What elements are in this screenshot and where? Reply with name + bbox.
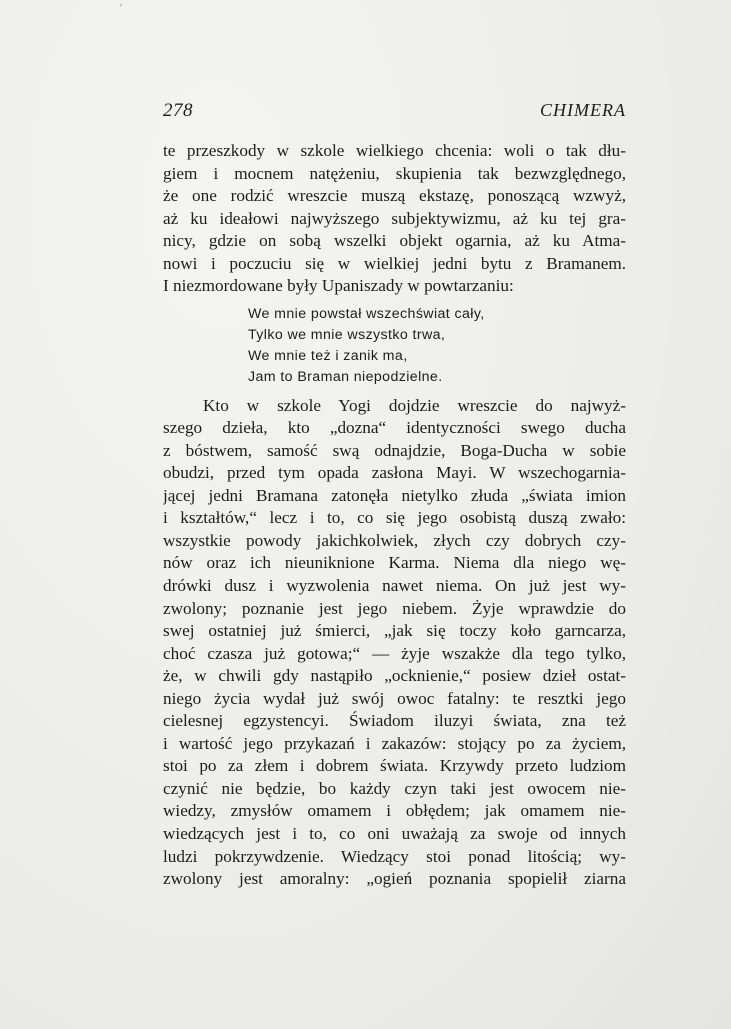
verse-line: Jam to Braman niepodzielne.: [248, 369, 443, 386]
text-line: obudzi, przed tym opada zasłona Mayi. W wszechogarnia-: [163, 463, 626, 483]
text-line: wszystkie powody jakichkolwiek, złych czy dobrych czy-: [163, 530, 626, 550]
text-line: ludzi pokrzywdzenie. Wiedzący stoi ponad litością; wy-: [163, 846, 626, 866]
text-line: swej ostatniej już śmierci, „jak się toczy koło garncarza,: [163, 621, 626, 641]
text-line: te przeszkody w szkole wielkiego chcenia: woli o tak dłu-: [163, 141, 626, 160]
page-header: [163, 100, 626, 126]
text-line: wiedzy, zmysłów omamem i obłędem; jak omamem nie-: [163, 801, 626, 821]
page-body: [163, 140, 626, 891]
text-line: i kształtów,“ lecz i to, co się jego osobistą duszą zwało:: [163, 508, 626, 528]
running-title: CHIMERA: [540, 100, 626, 120]
verse-line: We mnie powstał wszechświat cały,: [248, 305, 485, 322]
text-line: aż ku ideałowi najwyższego subjektywizmu, aż ku tej gra-: [163, 208, 626, 228]
text-line: nicy, gdzie on sobą wszelki objekt ogarnia, aż ku Atma-: [163, 231, 626, 251]
verse-line: We mnie też i zanik ma,: [248, 348, 408, 365]
text-line: że one rodzić wreszcie muszą ekstazę, ponoszącą wzwyż,: [163, 186, 626, 206]
text-line: jącej jedni Bramana zatonęła nietylko złuda „świata imion: [163, 485, 626, 505]
verse-line: Tylko we mnie wszystko trwa,: [248, 327, 446, 344]
text-line: cielesnej egzystencyi. Świadom iluzyi świata, zna też: [163, 711, 626, 731]
text-line: stoi po za złem i dobrem świata. Krzywdy przeto ludziom: [163, 756, 626, 776]
text-line: wiedzących jest i to, co oni uważają za swoje od innych: [163, 823, 626, 843]
text-line: z bóstwem, samość swą odnajdzie, Boga-Ducha w sobie: [163, 440, 626, 460]
paragraph-2: [163, 395, 626, 891]
text-line: Kto w szkole Yogi dojdzie wreszcie do najwyż-: [203, 395, 626, 415]
page-speck: ': [120, 3, 122, 14]
text-line: że, w chwili gdy nastąpiło „ocknienie,“ posiew dzieł ostat-: [163, 666, 626, 686]
text-line: nów oraz ich nieuniknione Karma. Niema dla niego wę-: [163, 553, 626, 573]
text-line: zwolony; poznanie jest jego niebem. Żyje wprawdzie do: [163, 598, 626, 618]
text-line: i wartość jego przykazań i zakazów: stojący po za życiem,: [163, 733, 626, 753]
text-line: szego dzieła, kto „dozna“ identyczności swego ducha: [163, 418, 626, 438]
text-line: czynić nie będzie, bo każdy czyn taki jest owocem nie-: [163, 778, 626, 798]
text-line: niego życia wydał już swój owoc fatalny: te resztki jego: [163, 688, 626, 708]
text-line: I niezmordowane były Upaniszady w powtarzaniu:: [163, 276, 514, 296]
text-line: drówki dusz i wyzwolenia nawet niema. On już jest wy-: [163, 575, 626, 595]
page-number: 278: [163, 100, 193, 121]
text-line: zwolony jest amoralny: „ogień poznania spopielił ziarna: [163, 869, 626, 889]
text-line: choć czasza już gotowa;“ — żyje wszakże dla tego tylko,: [163, 643, 626, 663]
verse-quote: [248, 304, 626, 389]
text-line: giem i mocnem natężeniu, skupienia tak bezwzględnego,: [163, 163, 626, 183]
paragraph-1: [163, 140, 626, 298]
text-line: nowi i poczuciu się w wielkiej jedni bytu z Bramanem.: [163, 253, 626, 273]
